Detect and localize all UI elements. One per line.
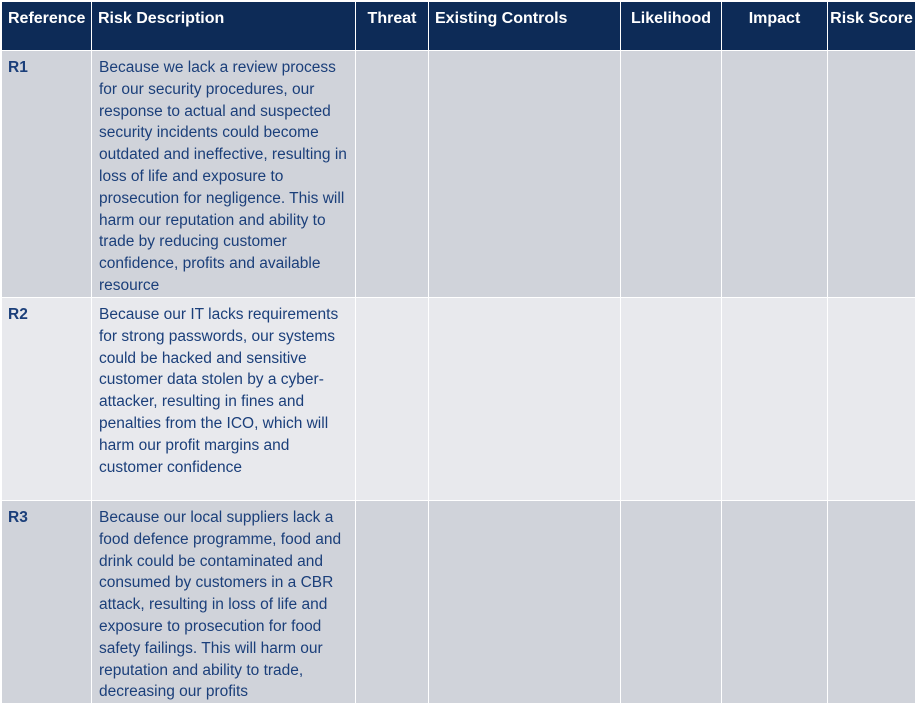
cell-reference: R1	[2, 51, 92, 298]
cell-risk-score[interactable]	[828, 298, 916, 501]
cell-impact[interactable]	[722, 298, 828, 501]
cell-risk-score[interactable]	[828, 51, 916, 298]
cell-reference: R3	[2, 501, 92, 704]
cell-threat[interactable]	[356, 298, 429, 501]
table-row	[2, 51, 916, 298]
risk-register-table	[1, 1, 916, 704]
cell-existing-controls[interactable]	[429, 298, 621, 501]
cell-existing-controls[interactable]	[429, 51, 621, 298]
cell-impact[interactable]	[722, 501, 828, 704]
table-row	[2, 298, 916, 501]
cell-risk-description: Because our IT lacks requirements for strong passwords, our systems could be hacked and sensitive customer data stolen by a cyber-attacker, resulting in fines and penalties from the ICO, which will harm our profit margins and customer confidence	[92, 298, 356, 501]
header-threat: Threat	[356, 2, 429, 51]
cell-reference: R2	[2, 298, 92, 501]
table-header-row	[2, 2, 916, 51]
header-impact: Impact	[722, 2, 828, 51]
cell-likelihood[interactable]	[621, 298, 722, 501]
cell-threat[interactable]	[356, 501, 429, 704]
cell-risk-score[interactable]	[828, 501, 916, 704]
header-risk-score: Risk Score	[828, 2, 916, 51]
header-risk-description: Risk Description	[92, 2, 356, 51]
cell-risk-description: Because we lack a review process for our security procedures, our response to actual and suspected security incidents could become outdated and ineffective, resulting in loss of life and exposure to prosecution for negligence. This will harm our reputation and ability to trade by reducing customer confidence, profits and available resource	[92, 51, 356, 298]
table-row	[2, 501, 916, 704]
header-reference: Reference	[2, 2, 92, 51]
cell-existing-controls[interactable]	[429, 501, 621, 704]
cell-impact[interactable]	[722, 51, 828, 298]
cell-likelihood[interactable]	[621, 501, 722, 704]
header-existing-controls: Existing Controls	[429, 2, 621, 51]
cell-threat[interactable]	[356, 51, 429, 298]
cell-likelihood[interactable]	[621, 51, 722, 298]
cell-risk-description: Because our local suppliers lack a food defence programme, food and drink could be contaminated and consumed by customers in a CBR attack, resulting in loss of life and exposure to prosecution for food safety failings. This will harm our reputation and ability to trade, decreasing our profits	[92, 501, 356, 704]
header-likelihood: Likelihood	[621, 2, 722, 51]
